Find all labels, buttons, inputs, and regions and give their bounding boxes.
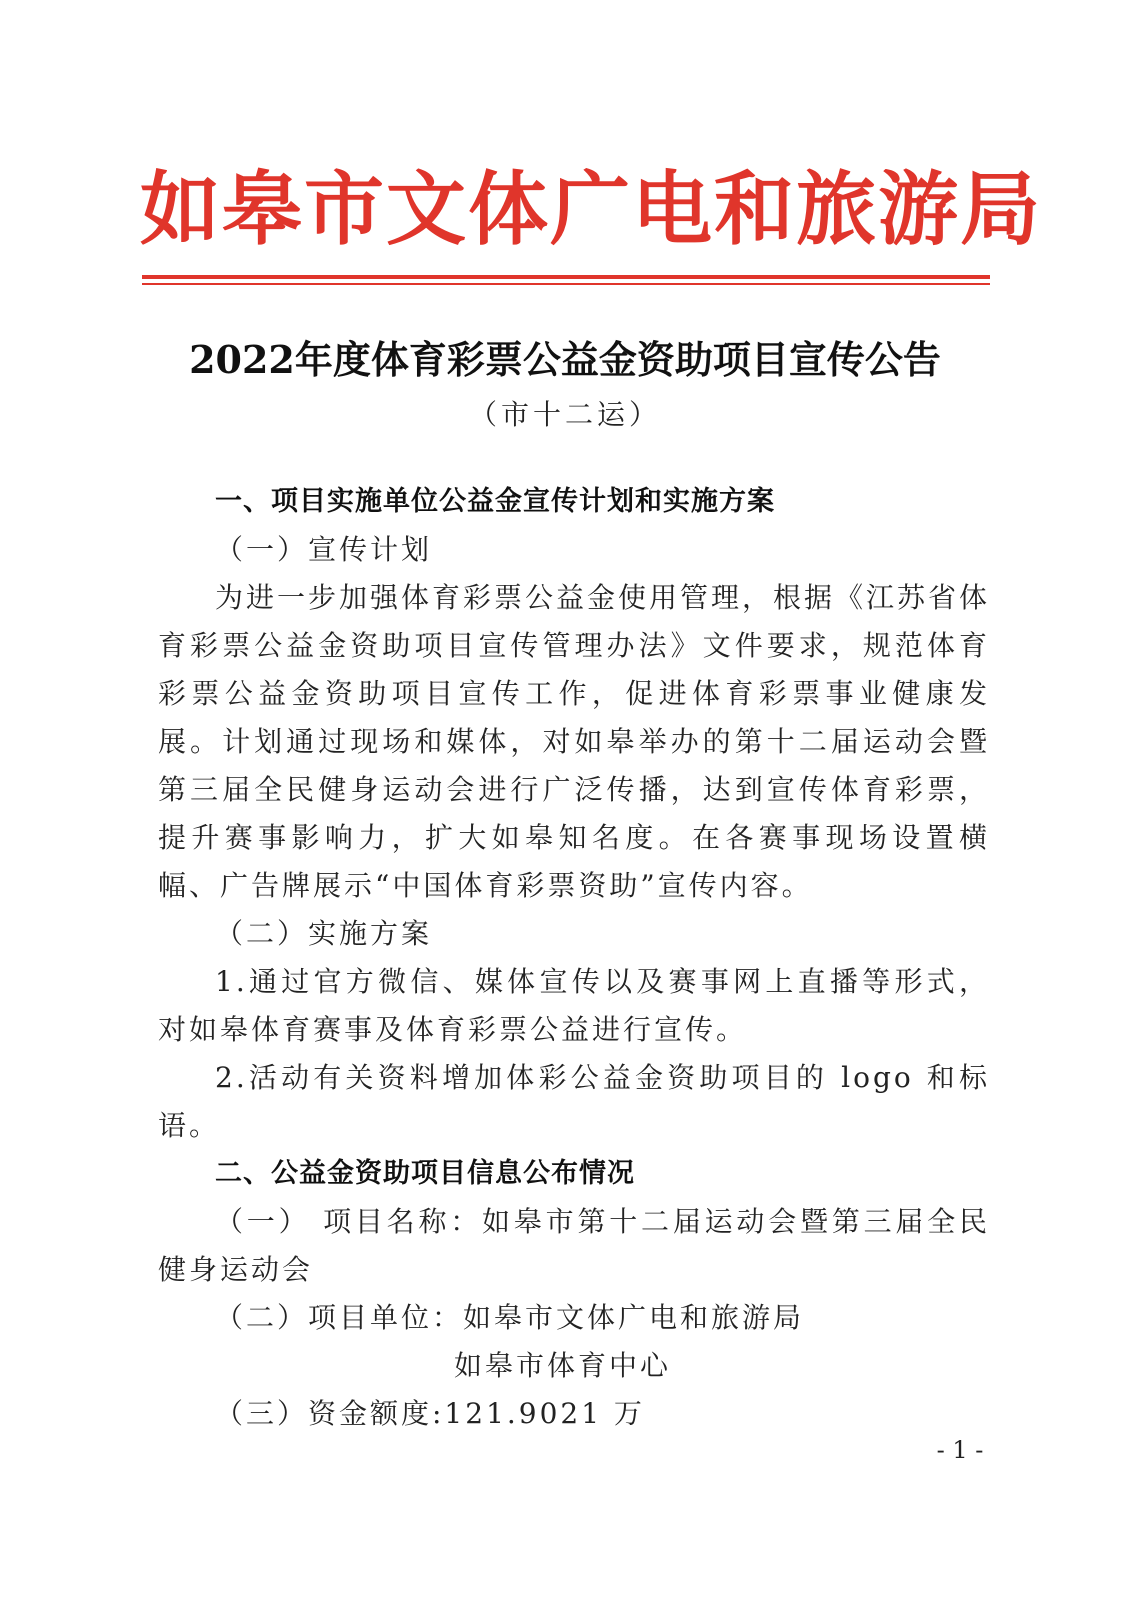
section1-heading: 一、项目实施单位公益金宣传计划和实施方案 bbox=[215, 486, 775, 517]
project-unit-secondary: 如皋市体育中心 bbox=[454, 1349, 672, 1382]
implementation-item-2: 2.活动有关资料增加体彩公益金资助项目的 logo 和标语。 bbox=[158, 1061, 990, 1142]
section2-heading: 二、公益金资助项目信息公布情况 bbox=[215, 1158, 635, 1189]
implementation-item-1: 1.通过官方微信、媒体宣传以及赛事网上直播等形式，对如皋体育赛事及体育彩票公益进行宣传。 bbox=[158, 965, 990, 1046]
funding-amount: （三）资金额度:121.9021 万 bbox=[215, 1397, 645, 1430]
letterhead-red-line-thin bbox=[142, 283, 990, 285]
document-subtitle: （市十二运） bbox=[468, 398, 661, 431]
letterhead-red-line-thick bbox=[142, 275, 990, 279]
document-body bbox=[158, 478, 990, 1438]
page-number: - 1 - bbox=[936, 1436, 984, 1464]
project-name: （一） 项目名称：如皋市第十二届运动会暨第三届全民健身运动会 bbox=[158, 1205, 990, 1286]
implementation-heading: （二）实施方案 bbox=[215, 917, 433, 950]
project-unit: （二）项目单位：如皋市文体广电和旅游局 bbox=[215, 1301, 805, 1334]
plan-heading: （一）宣传计划 bbox=[215, 533, 433, 566]
document-title: 2022年度体育彩票公益金资助项目宣传公告 bbox=[189, 337, 941, 382]
letterhead-title: 如皋市文体广电和旅游局 bbox=[140, 163, 1042, 256]
plan-paragraph: 为进一步加强体育彩票公益金使用管理，根据《江苏省体育彩票公益金资助项目宣传管理办法》文件要求，规范体育彩票公益金资助项目宣传工作，促进体育彩票事业健康发展。计划通过现场和媒体，对如皋举办的第十二届运动会暨第三届全民健身运动会进行广泛传播，达到宣传体育彩票，提升赛事影响力，扩大如皋知名度。在各赛事现场设置横幅、广告牌展示“中国体育彩票资助”宣传内容。 bbox=[158, 581, 991, 902]
